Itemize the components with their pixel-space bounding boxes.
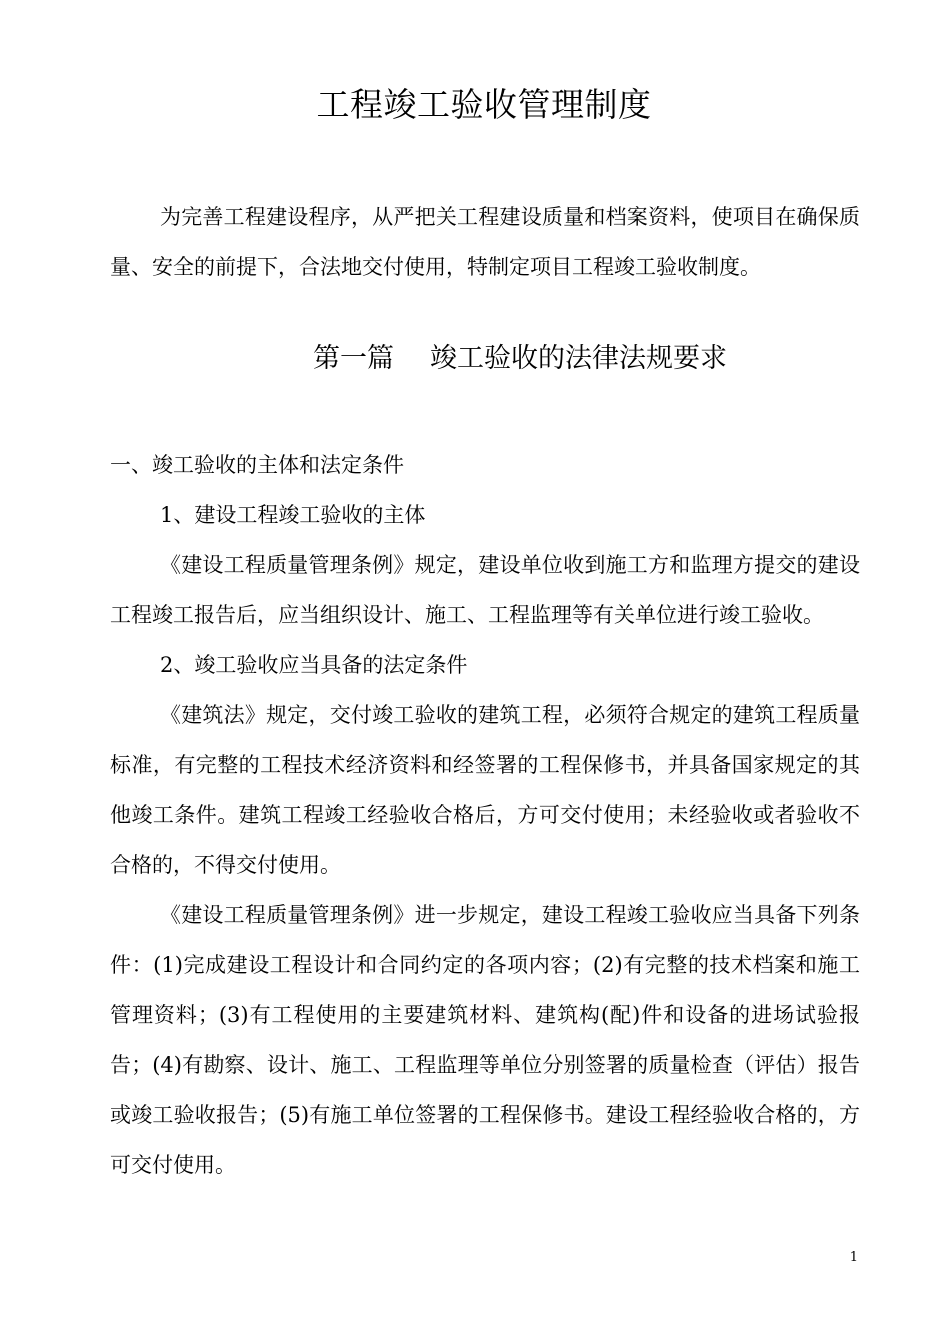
subsection-1-heading: 1、建设工程竣工验收的主体	[160, 503, 426, 527]
subsection-1-paragraph: 《建设工程质量管理条例》规定，建设单位收到施工方和监理方提交的建设工程竣工报告后，应当组织设计、施工、工程监理等有关单位进行竣工验收。	[110, 553, 860, 627]
section-heading: 一、竣工验收的主体和法定条件	[110, 453, 404, 477]
document-title: 工程竣工验收管理制度	[316, 85, 652, 124]
chapter-title: 竣工验收的法律法规要求	[430, 343, 727, 374]
page-number: 1	[849, 1250, 858, 1265]
intro-paragraph: 为完善工程建设程序，从严把关工程建设质量和档案资料，使项目在确保质量、安全的前提下，合法地交付使用，特制定项目工程竣工验收制度。	[110, 205, 860, 279]
subsection-2-heading: 2、竣工验收应当具备的法定条件	[160, 653, 468, 677]
subsection-2-paragraph-2: 《建设工程质量管理条例》进一步规定，建设工程竣工验收应当具备下列条件：(1)完成建设工程设计和合同约定的各项内容；(2)有完整的技术档案和施工管理资料；(3)有工程使用的主要建筑材料、建筑构(配)件和设备的进场试验报告；(4)有勘察、设计、施工、工程监理等单位分别签署的质量检查（评估）报告或竣工验收报告；(5)有施工单位签署的工程保修书。建设工程经验收合格的，方可交付使用。	[110, 903, 860, 1177]
chapter-heading	[0, 336, 950, 382]
chapter-number: 第一篇	[313, 343, 394, 374]
subsection-2-paragraph-1: 《建筑法》规定，交付竣工验收的建筑工程，必须符合规定的建筑工程质量标准，有完整的工程技术经济资料和经签署的工程保修书，并具备国家规定的其他竣工条件。建筑工程竣工经验收合格后，方可交付使用；未经验收或者验收不合格的，不得交付使用。	[110, 703, 860, 877]
